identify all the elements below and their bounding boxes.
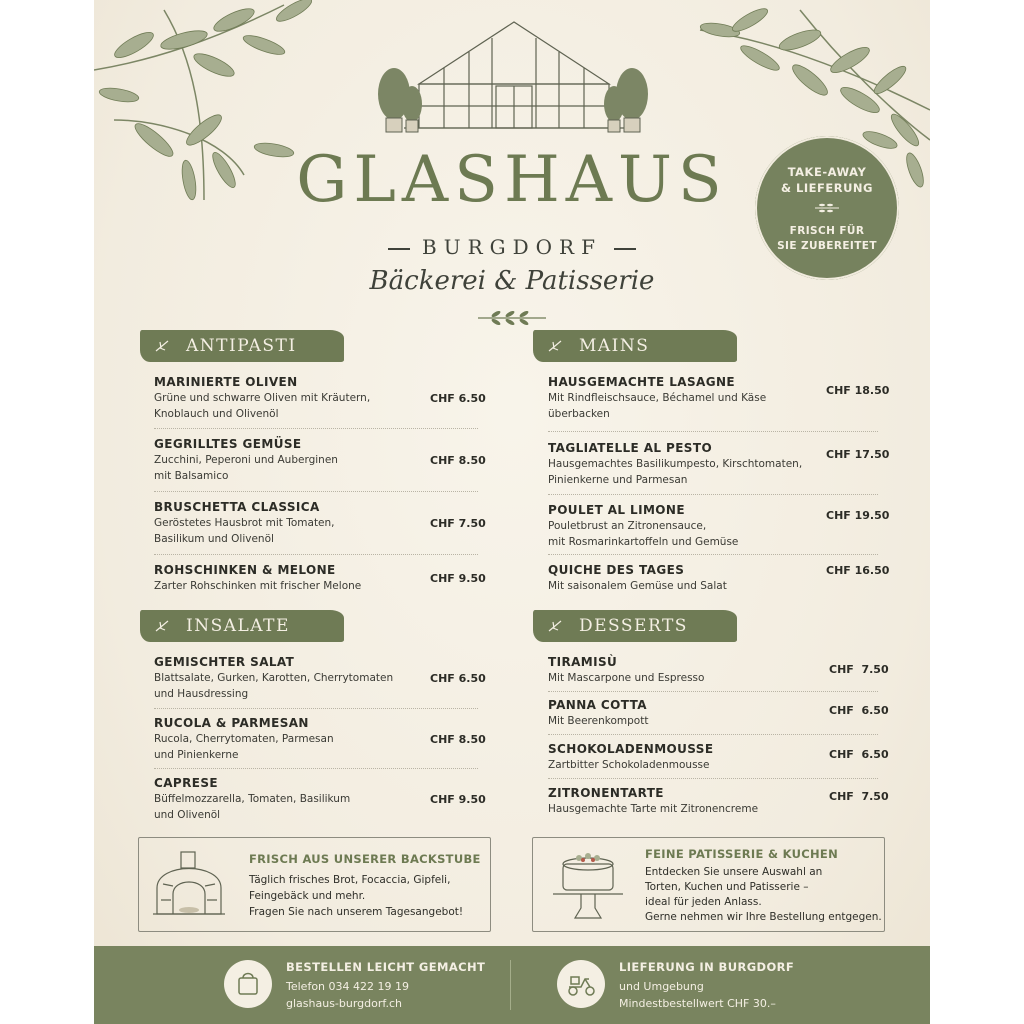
divider: [154, 554, 478, 555]
item-name: GEMISCHTER SALAT: [154, 655, 295, 669]
item-desc: Zartbitter Schokoladenmousse: [548, 759, 710, 771]
sprig-icon: [547, 619, 563, 633]
item-desc: Pouletbrust an Zitronensauce,: [548, 520, 707, 532]
badge-line1: [755, 164, 899, 196]
menu-item: [548, 440, 802, 488]
badge-text: TAKE-AWAY: [787, 165, 867, 179]
item-name: GEGRILLTES GEMÜSE: [154, 437, 302, 451]
section-title: DESSERTS: [579, 616, 688, 636]
box-text: [249, 872, 463, 920]
backstube-box: [138, 837, 491, 932]
item-desc: und Pinienkerne: [154, 749, 239, 761]
divider: [548, 431, 878, 432]
divider: [154, 768, 478, 769]
footer-phone: Telefon 034 422 19 19: [286, 980, 409, 993]
menu-item: [548, 741, 713, 773]
delivery-scooter-icon: [557, 960, 605, 1008]
divider: [548, 494, 878, 495]
section-title: ANTIPASTI: [186, 336, 297, 356]
item-desc: Pinienkerne und Parmesan: [548, 474, 688, 486]
box-line: Torten, Kuchen und Patisserie –: [645, 881, 809, 893]
item-name: HAUSGEMACHTE LASAGNE: [548, 375, 735, 389]
item-name: TAGLIATELLE AL PESTO: [548, 441, 713, 455]
item-name: ROHSCHINKEN & MELONE: [154, 563, 336, 577]
sprig-icon: [154, 339, 170, 353]
menu-item: [154, 374, 370, 422]
section-header-mains: [533, 330, 737, 362]
item-price: CHF 7.50: [829, 663, 889, 676]
item-desc: und Olivenöl: [154, 809, 221, 821]
shopping-bag-icon: [224, 960, 272, 1008]
section-header-antipasti: [140, 330, 344, 362]
item-desc: Hausgemachtes Basilikumpesto, Kirschtomaten,: [548, 458, 803, 470]
menu-item: [154, 775, 350, 823]
item-name: POULET AL LIMONE: [548, 503, 685, 517]
item-desc: und Hausdressing: [154, 688, 249, 700]
footer-website[interactable]: glashaus-burgdorf.ch: [286, 997, 402, 1010]
footer-delivery-title: LIEFERUNG IN BURGDORF: [619, 960, 795, 974]
box-line: Fragen Sie nach unserem Tagesangebot!: [249, 906, 464, 918]
item-price: CHF 7.50: [430, 517, 486, 530]
footer-order-title: BESTELLEN LEICHT GEMACHT: [286, 960, 486, 974]
item-name: TIRAMISÙ: [548, 655, 618, 669]
section-title: MAINS: [579, 336, 650, 356]
brand-subtitle-text: BURGDORF: [422, 235, 602, 259]
item-desc: Knoblauch und Olivenöl: [154, 408, 279, 420]
item-desc: Mit Rindfleischsauce, Béchamel und Käse: [548, 392, 767, 404]
greenhouse-icon: [364, 14, 664, 144]
menu-page: [94, 0, 930, 1024]
menu-item: [154, 499, 335, 547]
item-name: PANNA COTTA: [548, 698, 647, 712]
bread-oven-icon: [151, 848, 227, 922]
badge-text: SIE ZUBEREITET: [777, 240, 877, 252]
divider: [548, 734, 878, 735]
divider: [548, 691, 878, 692]
takeaway-badge: [755, 136, 899, 280]
item-name: RUCOLA & PARMESAN: [154, 716, 309, 730]
item-name: QUICHE DES TAGES: [548, 563, 685, 577]
menu-item: [548, 697, 648, 729]
item-price: CHF 19.50: [826, 509, 890, 522]
section-title: INSALATE: [186, 616, 290, 636]
item-name: CAPRESE: [154, 776, 218, 790]
footer-minimum-order: Mindestbestellwert CHF 30.–: [619, 997, 776, 1010]
item-price: CHF 16.50: [826, 564, 890, 577]
item-desc: Zarter Rohschinken mit frischer Melone: [154, 580, 362, 592]
item-desc: Mit saisonalem Gemüse und Salat: [548, 580, 727, 592]
box-text: [645, 865, 882, 925]
item-desc: Geröstetes Hausbrot mit Tomaten,: [154, 517, 335, 529]
item-desc: Büffelmozzarella, Tomaten, Basilikum: [154, 793, 351, 805]
item-price: CHF 6.50: [829, 748, 889, 761]
item-desc: Mit Mascarpone und Espresso: [548, 672, 705, 684]
leaf-sprig-icon: [476, 308, 548, 328]
item-desc: Grüne und schwarre Oliven mit Kräutern,: [154, 392, 371, 404]
item-price: CHF 7.50: [829, 790, 889, 803]
item-price: CHF 9.50: [430, 793, 486, 806]
item-desc: Blattsalate, Gurken, Karotten, Cherrytomaten: [154, 672, 394, 684]
item-price: CHF 6.50: [430, 392, 486, 405]
footer-divider: [510, 960, 511, 1010]
footer-delivery-area: und Umgebung: [619, 980, 704, 993]
box-line: Gerne nehmen wir Ihre Bestellung entgegen.: [645, 911, 882, 923]
item-price: CHF 6.50: [430, 672, 486, 685]
brand-tagline: Bäckerei & Patisserie: [369, 266, 655, 296]
item-desc: mit Balsamico: [154, 470, 229, 482]
sprig-icon: [154, 619, 170, 633]
patisserie-box: [532, 837, 885, 932]
divider: [154, 708, 478, 709]
box-line: Täglich frisches Brot, Focaccia, Gipfeli,: [249, 874, 451, 886]
menu-item: [548, 502, 738, 550]
item-price: CHF 8.50: [430, 454, 486, 467]
item-price: CHF 6.50: [829, 704, 889, 717]
item-price: CHF 18.50: [826, 384, 890, 397]
cake-stand-icon: [545, 846, 631, 926]
sprig-icon: [547, 339, 563, 353]
badge-line2: [755, 224, 899, 254]
menu-item: [154, 654, 393, 702]
item-price: CHF 8.50: [430, 733, 486, 746]
item-desc: Hausgemachte Tarte mit Zitronencreme: [548, 803, 759, 815]
item-name: SCHOKOLADENMOUSSE: [548, 742, 714, 756]
menu-item: [154, 436, 338, 484]
item-desc: Zucchini, Peperoni und Auberginen: [154, 454, 338, 466]
divider: [548, 554, 878, 555]
leaf-sprig-icon: [813, 202, 841, 214]
divider: [154, 491, 478, 492]
item-name: ZITRONENTARTE: [548, 786, 664, 800]
menu-item: [154, 715, 334, 763]
badge-text: & LIEFERUNG: [781, 181, 873, 195]
section-header-desserts: [533, 610, 737, 642]
menu-item: [154, 562, 361, 594]
footer: [94, 946, 930, 1024]
menu-item: [548, 785, 758, 817]
item-price: CHF 9.50: [430, 572, 486, 585]
box-line: ideal für jeden Anlass.: [645, 896, 762, 908]
item-desc: Basilikum und Olivenöl: [154, 533, 274, 545]
menu-item: [548, 374, 766, 422]
item-name: MARINIERTE OLIVEN: [154, 375, 298, 389]
box-line: Feingebäck und mehr.: [249, 890, 366, 902]
box-title: FRISCH AUS UNSERER BACKSTUBE: [249, 852, 481, 866]
item-name: BRUSCHETTA CLASSICA: [154, 500, 320, 514]
divider: [548, 778, 878, 779]
brand-title: GLASHAUS: [296, 143, 728, 217]
item-price: CHF 17.50: [826, 448, 890, 461]
badge-text: FRISCH FÜR: [789, 225, 865, 237]
item-desc: Rucola, Cherrytomaten, Parmesan: [154, 733, 334, 745]
divider: [154, 428, 478, 429]
menu-item: [548, 562, 727, 594]
item-desc: mit Rosmarinkartoffeln und Gemüse: [548, 536, 739, 548]
section-header-insalate: [140, 610, 344, 642]
item-desc: überbacken: [548, 408, 610, 420]
item-desc: Mit Beerenkompott: [548, 715, 649, 727]
menu-item: [548, 654, 704, 686]
box-line: Entdecken Sie unsere Auswahl an: [645, 866, 823, 878]
box-title: FEINE PATISSERIE & KUCHEN: [645, 847, 838, 861]
